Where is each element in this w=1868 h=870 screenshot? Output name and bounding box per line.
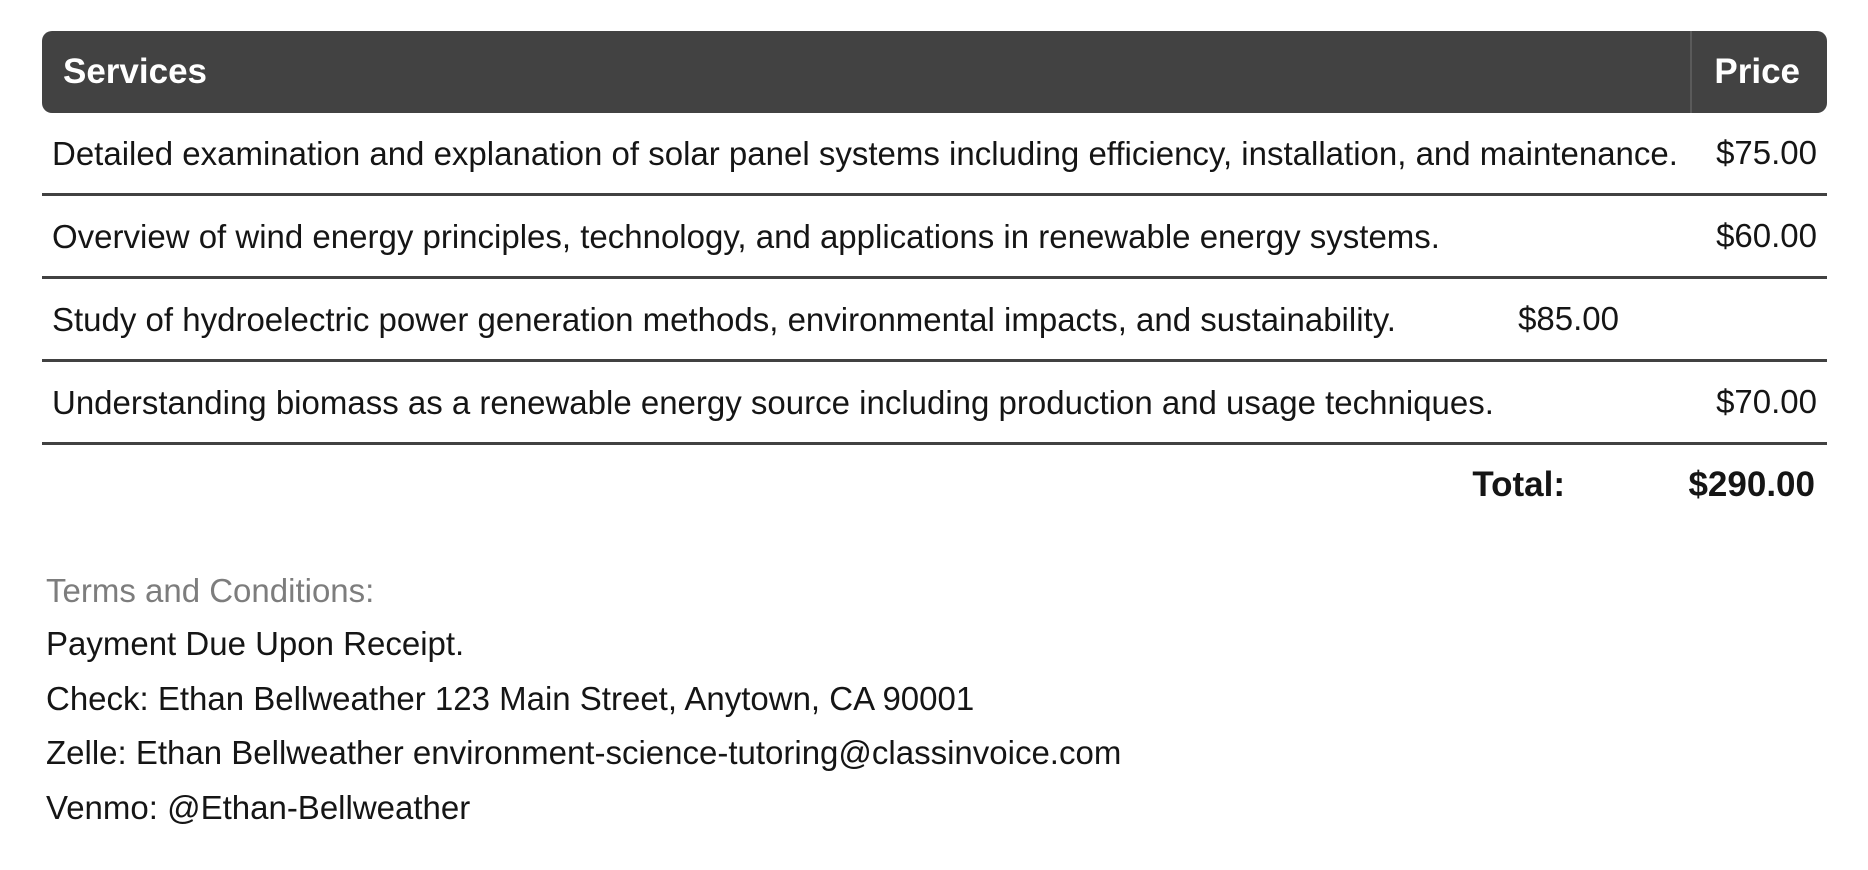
services-column-header: Services: [63, 52, 208, 91]
terms-heading: Terms and Conditions:: [46, 572, 375, 609]
service-description: Detailed examination and explanation of solar panel systems including efficiency, installation, and maintenance.: [52, 134, 1678, 172]
services-table-header: [42, 31, 1827, 113]
total-amount: $290.00: [1688, 465, 1815, 504]
total-label: Total:: [1472, 465, 1565, 504]
service-price: $85.00: [1518, 300, 1619, 337]
service-description: Study of hydroelectric power generation methods, environmental impacts, and sustainability.: [52, 300, 1396, 338]
total-row: [42, 445, 1827, 505]
table-row: [42, 196, 1827, 279]
service-description: Understanding biomass as a renewable energy source including production and usage techniques.: [52, 383, 1494, 421]
price-column-header: Price: [1690, 31, 1827, 113]
service-price: $70.00: [1716, 383, 1817, 420]
terms-and-conditions-section: [42, 569, 1827, 835]
table-row: [42, 279, 1827, 362]
terms-line-payment: Payment Due Upon Receipt.: [46, 625, 465, 662]
terms-line-zelle: Zelle: Ethan Bellweather environment-science-tutoring@classinvoice.com: [46, 734, 1122, 771]
terms-line-check: Check: Ethan Bellweather 123 Main Street, Anytown, CA 90001: [46, 679, 975, 717]
service-price: $60.00: [1716, 217, 1817, 254]
invoice-document: [42, 31, 1827, 835]
table-row: [42, 362, 1827, 445]
service-price: $75.00: [1716, 134, 1817, 171]
terms-line-venmo: Venmo: @Ethan-Bellweather: [46, 788, 471, 826]
table-row: [42, 113, 1827, 196]
service-description: Overview of wind energy principles, technology, and applications in renewable energy systems.: [52, 217, 1440, 255]
